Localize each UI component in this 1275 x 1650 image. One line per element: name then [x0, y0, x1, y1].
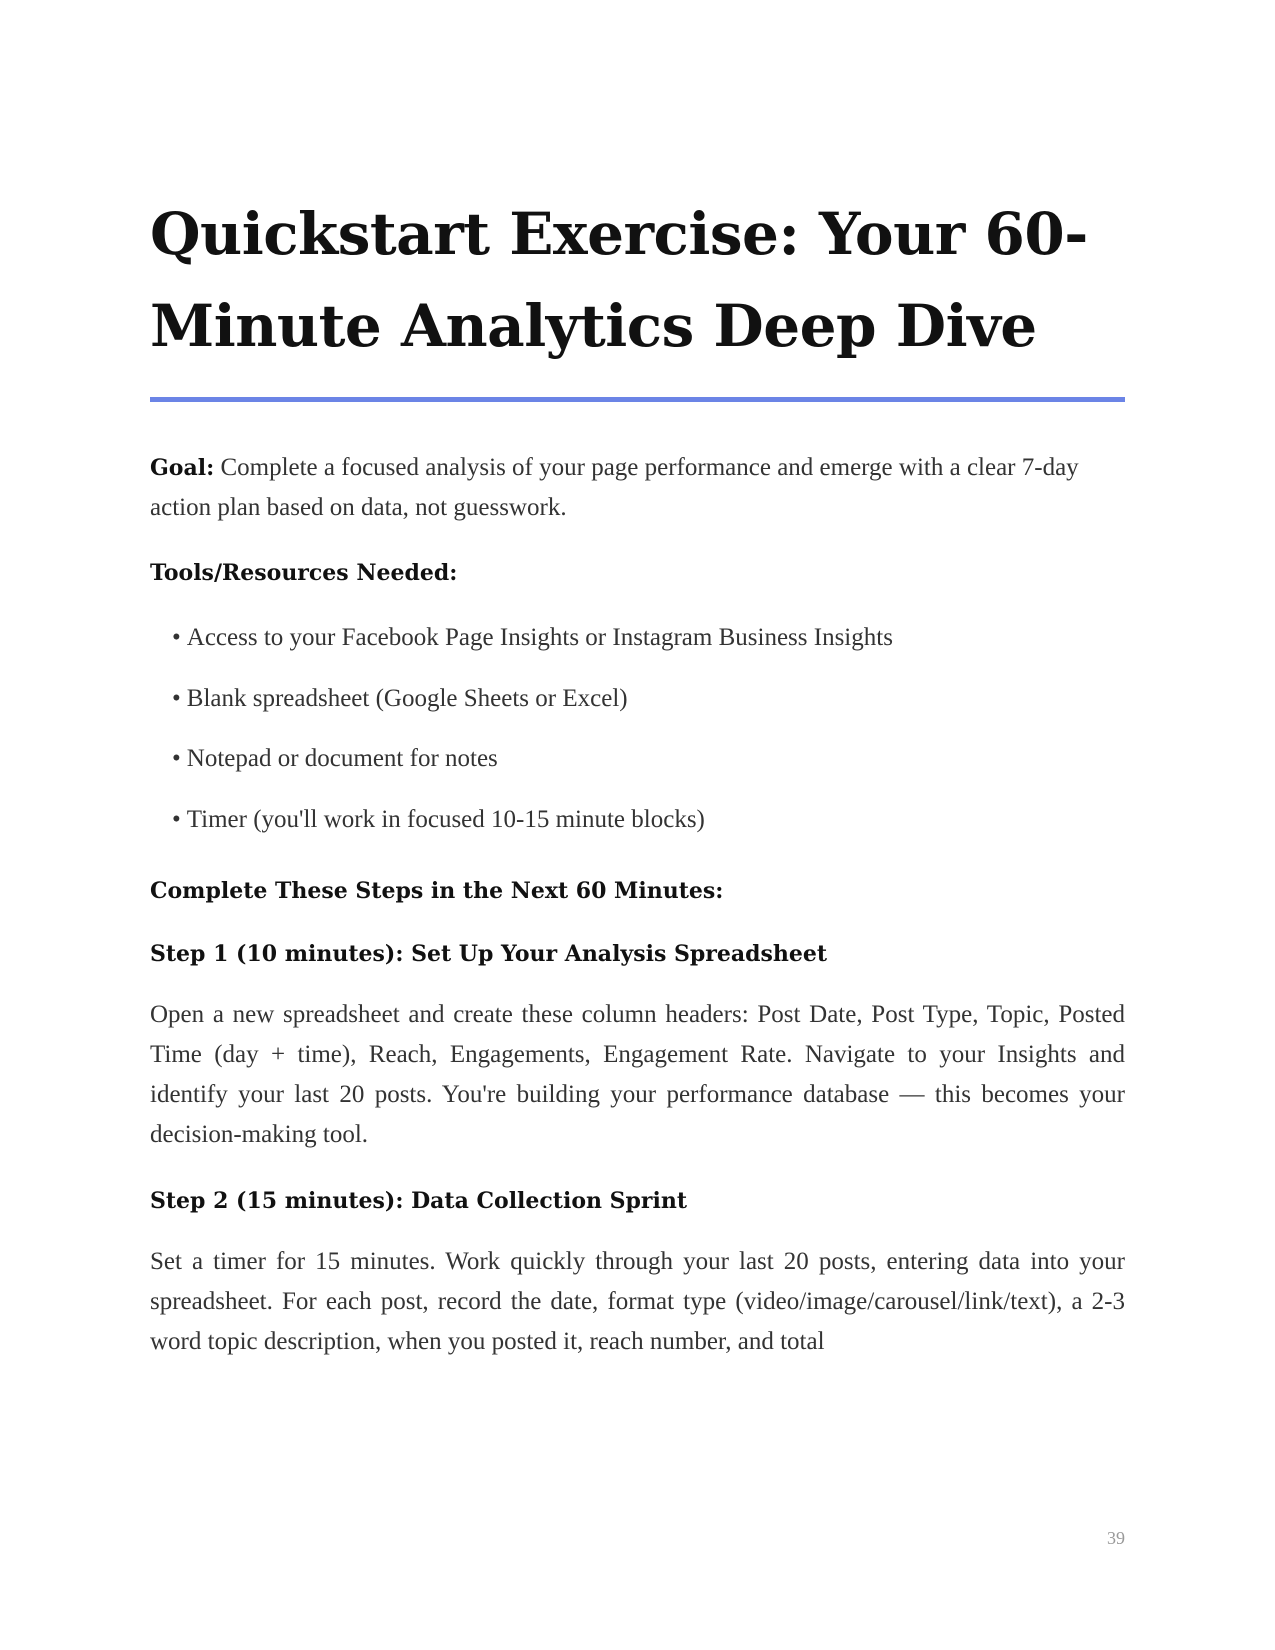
- step2-heading: Step 2 (15 minutes): Data Collection Sprint: [150, 1188, 688, 1214]
- document-page: [150, 0, 1125, 1650]
- list-item: [172, 739, 893, 800]
- page-number: 39: [1107, 1528, 1125, 1548]
- step1-paragraph: Open a new spreadsheet and create these column headers: Post Date, Post Type, Topic, Posted Time (day + time), Reach, Engagements, Engagement Rate. Navigate to your Insights and identify your last 20 posts. You're building your performance database — this becomes your decision-making tool.: [150, 1001, 1125, 1148]
- steps-heading: Complete These Steps in the Next 60 Minutes:: [150, 878, 724, 904]
- list-item-text: Timer (you'll work in focused 10-15 minute blocks): [186, 805, 705, 833]
- list-item-text: Blank spreadsheet (Google Sheets or Excel): [186, 684, 628, 712]
- page-title: Quickstart Exercise: Your 60-Minute Analytics Deep Dive: [150, 200, 1088, 360]
- bullet-icon: •: [172, 805, 181, 833]
- bullet-icon: •: [172, 684, 181, 712]
- list-item-text: Notepad or document for notes: [186, 745, 498, 772]
- tools-list: [172, 618, 893, 860]
- title-divider: [150, 397, 1125, 402]
- tools-heading: Tools/Resources Needed:: [150, 560, 458, 586]
- bullet-icon: •: [172, 624, 181, 651]
- goal-paragraph: [150, 448, 1125, 528]
- step2-paragraph: Set a timer for 15 minutes. Work quickly through your last 20 posts, entering data into your spreadsheet. For each post, record the date, format type (video/image/carousel/link/text), a 2-3 word topic description, when you posted it, reach number, and total: [150, 1248, 1125, 1355]
- list-item: [172, 800, 893, 861]
- goal-label: Goal:: [150, 455, 215, 481]
- goal-text: Complete a focused analysis of your page performance and emerge with a clear 7-day action plan based on data, not guesswork.: [150, 454, 1079, 521]
- list-item: [172, 618, 893, 679]
- list-item: [172, 679, 893, 740]
- step1-heading: Step 1 (10 minutes): Set Up Your Analysis Spreadsheet: [150, 941, 828, 967]
- list-item-text: Access to your Facebook Page Insights or Instagram Business Insights: [186, 624, 893, 651]
- bullet-icon: •: [172, 745, 181, 772]
